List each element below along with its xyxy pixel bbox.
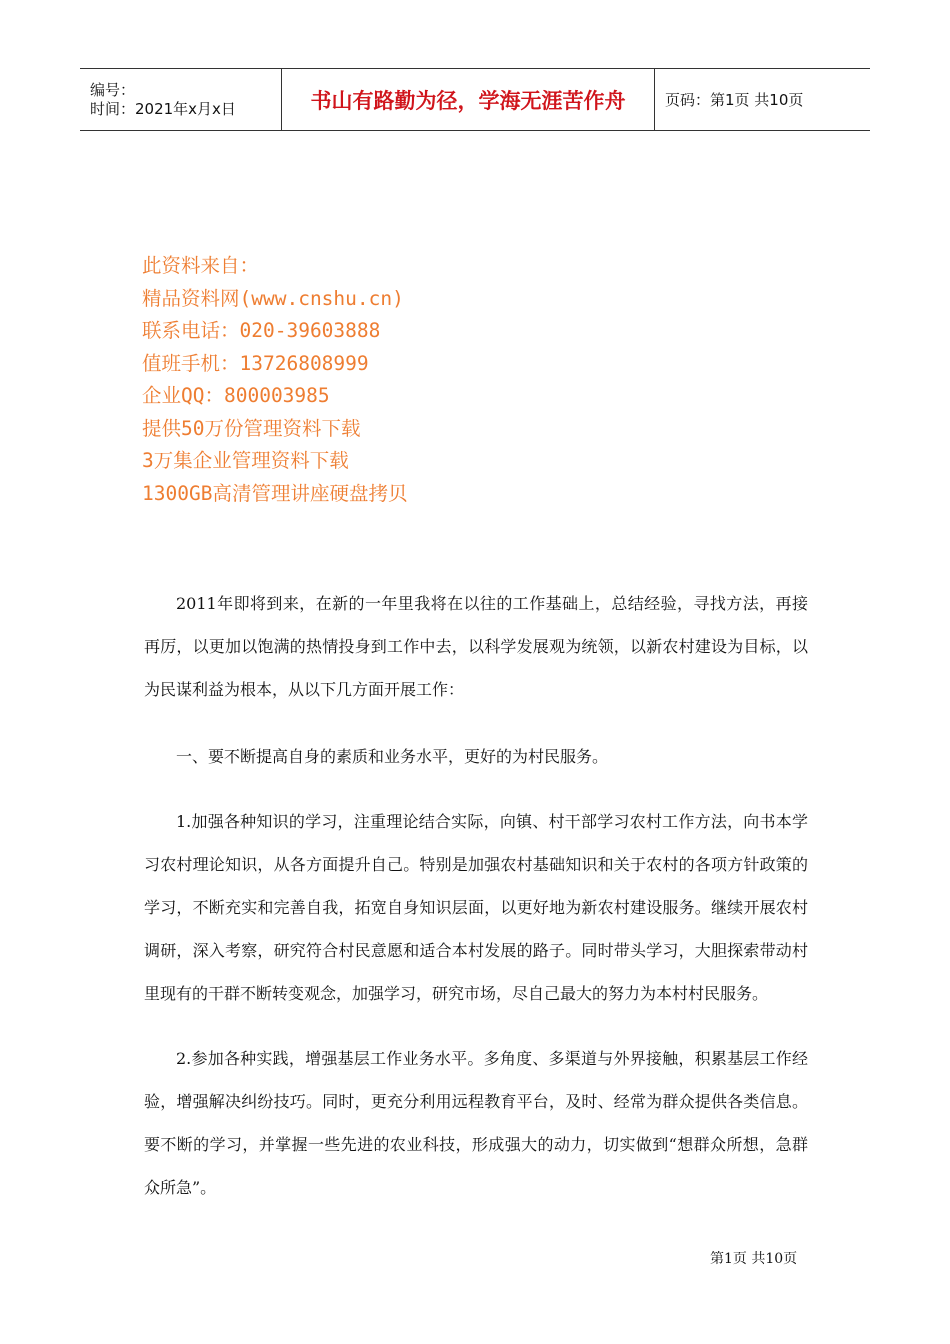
header-meta [80,69,282,130]
source-line: 精品资料网(www.cnshu.cn) [142,286,404,310]
header-page-info: 页码：第1页 共10页 [665,91,804,109]
source-info-block [142,250,407,510]
section-heading: 一、要不断提高自身的素质和业务水平，更好的为村民服务。 [176,747,609,766]
document-date: 时间：2021年x月x日 [90,99,236,118]
document-number-label: 编号： [90,80,136,99]
source-line: 此资料来自： [142,254,260,277]
source-line: 1300GB高清管理讲座硬盘拷贝 [142,481,408,505]
page-footer: 第1页 共10页 [710,1251,798,1267]
body-paragraph-item-1: 1.加强各种知识的学习，注重理论结合实际，向镇、村干部学习农村工作方法，向书本学习农村理论知识，从各方面提升自己。特别是加强农村基础知识和关于农村的各项方针政策的学习，不断充实和完善自我，拓宽自身知识层面，以更好地为新农村建设服务。继续开展农村调研，深入考察，研究符合村民意愿和适合本村发展的路子。同时带头学习，大胆探索带动村里现有的干群不断转变观念，加强学习，研究市场，尽自己最大的努力为本村村民服务。 [144,812,808,1003]
source-line: 联系电话：020-39603888 [142,319,381,342]
source-line: 企业QQ：800003985 [142,384,330,407]
intro-paragraph: 2011年即将到来，在新的一年里我将在以往的工作基础上，总结经验，寻找方法，再接再厉，以更加以饱满的热情投身到工作中去，以科学发展观为统领，以新农村建设为目标，以为民谋利益为根本，从以下几方面开展工作： [144,594,808,699]
document-body [144,582,808,1209]
page-header [80,68,870,131]
source-line: 3万集企业管理资料下载 [142,449,349,472]
source-line: 值班手机：13726808999 [142,351,369,375]
source-line: 提供50万份管理资料下载 [142,416,361,440]
body-paragraph-item-2: 2.参加各种实践，增强基层工作业务水平。多角度、多渠道与外界接触，积累基层工作经验，增强解决纠纷技巧。同时，更充分利用远程教育平台，及时、经常为群众提供各类信息。要不断的学习，并掌握一些先进的农业科技，形成强大的动力，切实做到“想群众所想，急群众所急”。 [144,1049,808,1197]
header-motto: 书山有路勤为径，学海无涯苦作舟 [282,69,655,130]
